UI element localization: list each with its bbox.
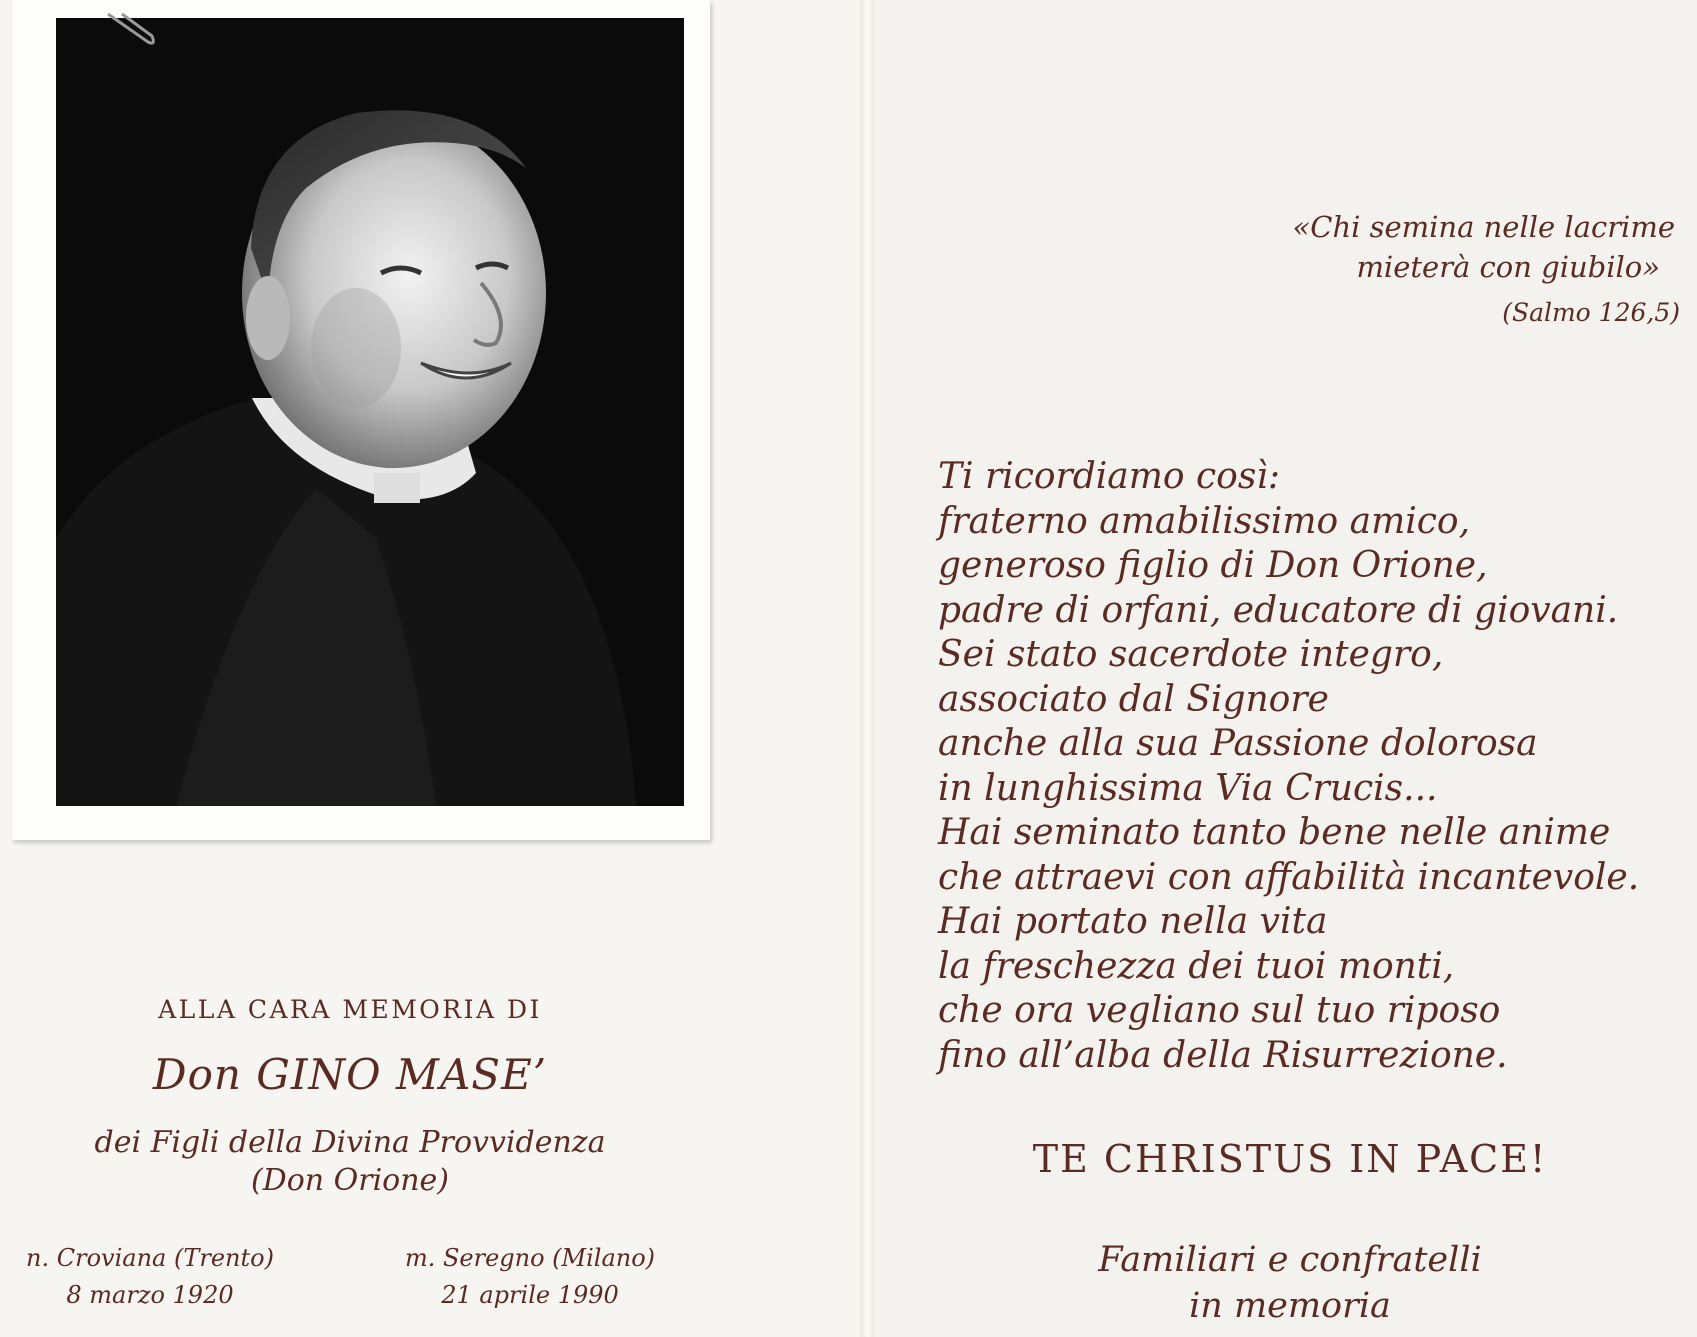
religious-order bbox=[0, 1124, 700, 1200]
poem-line: la freschezza dei tuoi monti, bbox=[938, 945, 1455, 987]
poem-line: generoso figlio di Don Orione, bbox=[938, 545, 1488, 586]
closing-blessing: TE CHRISTUS IN PACE! bbox=[1032, 1137, 1548, 1181]
paper-clip-icon bbox=[104, 8, 164, 48]
quote-line-2: mieterà con giubilo» bbox=[1356, 250, 1660, 284]
quote-line-1: «Chi semina nelle lacrime bbox=[1292, 210, 1675, 244]
poem-line: che attraevi con affabilità incantevole. bbox=[938, 856, 1640, 898]
poem-line: anche alla sua Passione dolorosa bbox=[938, 723, 1538, 764]
order-line-2: (Don Orione) bbox=[250, 1163, 450, 1198]
signature bbox=[900, 1237, 1680, 1329]
psalm-quote bbox=[1240, 207, 1680, 287]
poem-line: fino all’alba della Risurrezione. bbox=[938, 1034, 1508, 1076]
signature-line-2: in memoria bbox=[1189, 1286, 1391, 1326]
signature-line-1: Familiari e confratelli bbox=[1098, 1240, 1482, 1280]
poem-line: in lunghissima Via Crucis... bbox=[938, 767, 1438, 809]
birth-place: n. Croviana (Trento) bbox=[26, 1244, 274, 1272]
priest-portrait-photo bbox=[56, 18, 684, 806]
dedication-heading: ALLA CARA MEMORIA DI bbox=[158, 995, 542, 1024]
order-line-1: dei Figli della Divina Provvidenza bbox=[94, 1125, 606, 1160]
poem-line: Sei stato sacerdote integro, bbox=[938, 634, 1444, 675]
memorial-poem bbox=[938, 455, 1639, 1078]
death-info bbox=[390, 1240, 670, 1314]
poem-line: associato dal Signore bbox=[938, 678, 1329, 720]
birth-info bbox=[15, 1240, 285, 1314]
death-place: m. Seregno (Milano) bbox=[404, 1244, 656, 1272]
photo-mount bbox=[12, 0, 710, 840]
poem-line: Hai seminato tanto bene nelle anime bbox=[938, 812, 1611, 853]
poem-line: Ti ricordiamo così: bbox=[938, 456, 1280, 497]
poem-line: che ora vegliano sul tuo riposo bbox=[938, 990, 1501, 1031]
poem-line: fraterno amabilissimo amico, bbox=[938, 500, 1471, 542]
poem-line: Hai portato nella vita bbox=[938, 901, 1328, 942]
psalm-reference: (Salmo 126,5) bbox=[1502, 298, 1680, 327]
death-date: 21 aprile 1990 bbox=[441, 1281, 619, 1309]
poem-line: padre di orfani, educatore di giovani. bbox=[938, 589, 1619, 631]
fold-gutter bbox=[860, 0, 875, 1337]
deceased-name: Don GINO MASE’ bbox=[152, 1050, 548, 1099]
birth-date: 8 marzo 1920 bbox=[66, 1281, 234, 1309]
